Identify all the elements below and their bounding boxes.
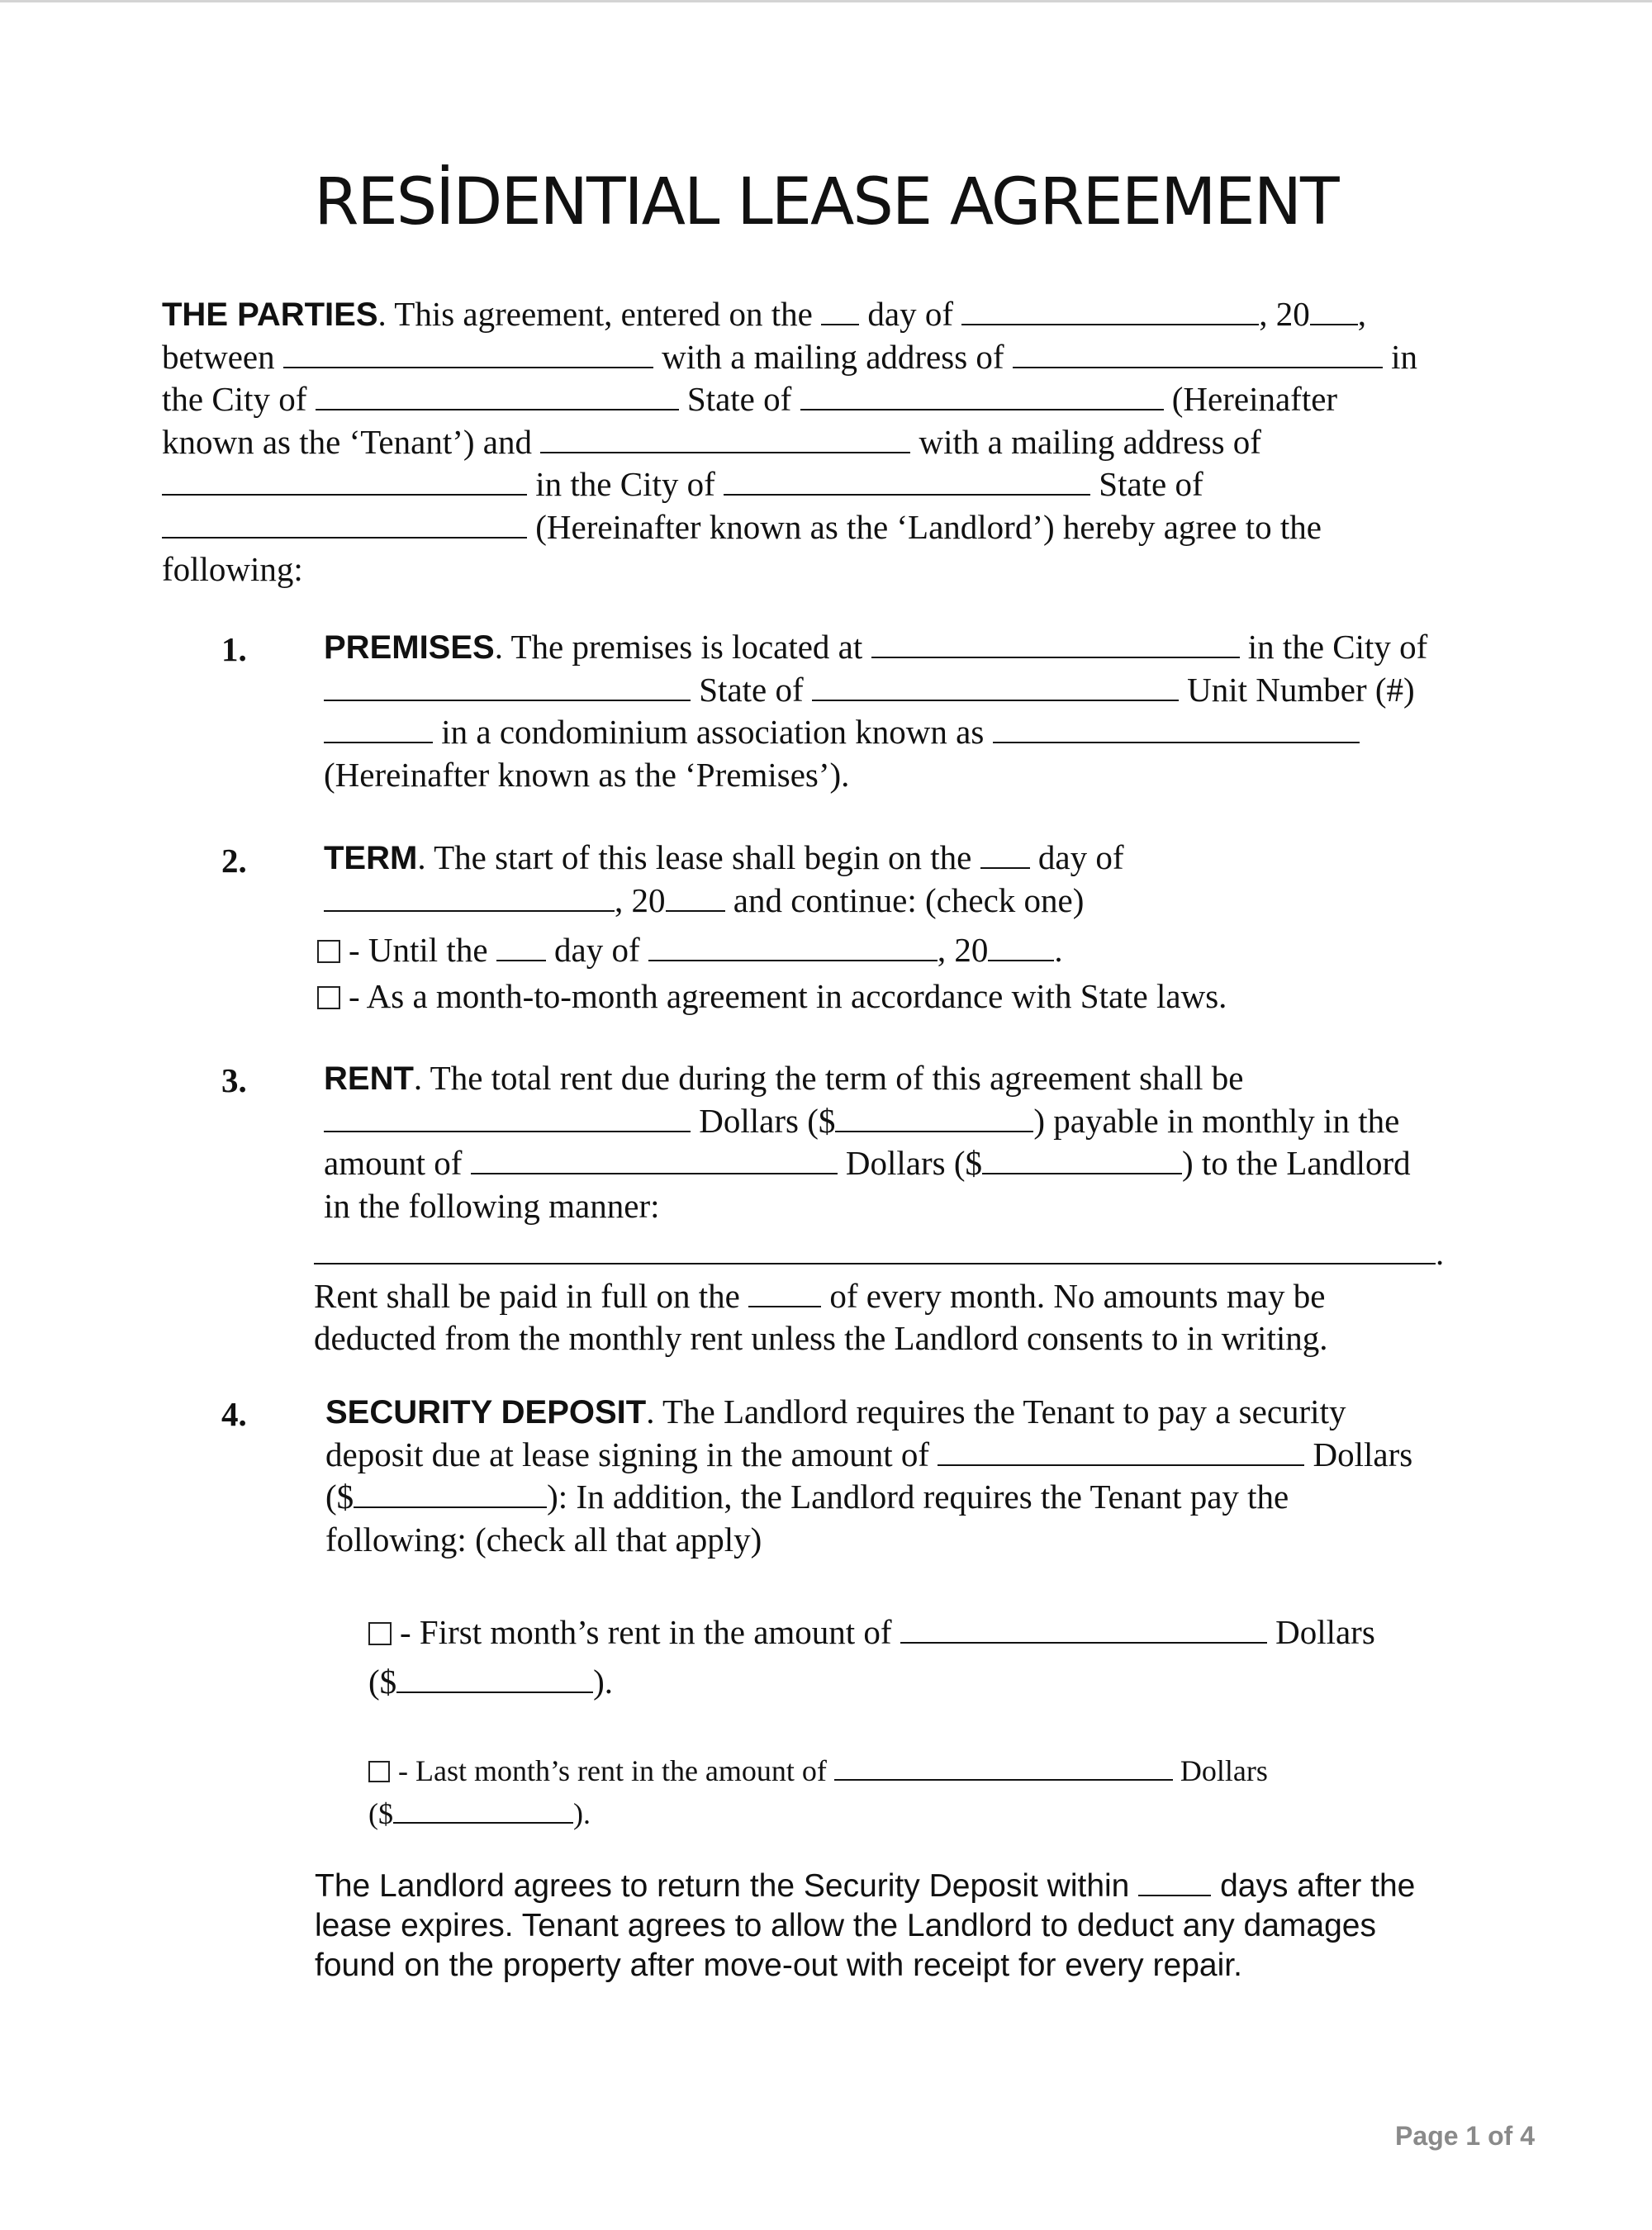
last-month-amount-field[interactable]	[393, 1797, 573, 1824]
rent-total-amount-field[interactable]	[835, 1103, 1033, 1132]
parties-section	[162, 293, 1500, 591]
premises-heading: PREMISES	[324, 629, 495, 666]
rent-line-6: Rent shall be paid in full on the of every month. No amounts may be	[314, 1276, 1326, 1315]
term-start-day-field[interactable]	[980, 839, 1030, 869]
tenant-name-field[interactable]	[283, 339, 653, 368]
security-line-3: ($ ): In addition, the Landlord requires the Tenant pay the	[325, 1478, 1289, 1516]
term-start-month-field[interactable]	[324, 882, 615, 912]
premises-section	[324, 626, 1497, 796]
premises-city-field[interactable]	[324, 671, 691, 701]
term-option-monthly: - As a month-to-month agreement in accordance with State laws.	[317, 973, 1507, 1019]
term-options	[317, 927, 1507, 1019]
term-end-day-field[interactable]	[496, 932, 546, 961]
landlord-name-field[interactable]	[540, 424, 910, 453]
rent-line-7: deducted from the monthly rent unless the Landlord consents to in writing.	[314, 1319, 1328, 1357]
last-month-option: - Last month’s rent in the amount of Dollars ($ ).	[368, 1754, 1268, 1830]
premises-state-field[interactable]	[812, 671, 1179, 701]
parties-year-field[interactable]	[1310, 296, 1358, 325]
rent-total-words-field[interactable]	[324, 1103, 691, 1132]
parties-line-3: the City of State of (Hereinafter	[162, 380, 1338, 418]
rent-section	[324, 1057, 1497, 1227]
deposit-words-field[interactable]	[938, 1436, 1304, 1466]
term-number: 2.	[221, 842, 247, 880]
landlord-state-field[interactable]	[162, 509, 527, 539]
security-heading: SECURITY DEPOSIT	[325, 1394, 647, 1431]
parties-line-4: known as the ‘Tenant’) and with a mailing address of	[162, 422, 1261, 461]
term-heading: TERM	[324, 840, 418, 876]
rent-number: 3.	[221, 1061, 247, 1099]
term-line-1: TERM. The start of this lease shall begin on the day of	[324, 838, 1124, 876]
parties-line-2: between with a mailing address of in	[162, 337, 1417, 376]
premises-address-field[interactable]	[871, 629, 1240, 658]
premises-line-3: in a condominium association known as	[324, 711, 1497, 754]
rent-manner-field[interactable]	[314, 1235, 1436, 1264]
first-month-option: - First month’s rent in the amount of Dollars ($ ).	[368, 1613, 1375, 1701]
rent-due-day-field[interactable]	[748, 1278, 821, 1307]
last-month-words-field[interactable]	[834, 1754, 1173, 1781]
deposit-return-paragraph: The Landlord agrees to return the Security Deposit within days after the lease expires. Tenant agrees to allow the Landlord to deduct any damages found on the property after move-out with receipt for every repair.	[315, 1868, 1416, 1983]
term-section	[324, 837, 1497, 922]
first-month-words-field[interactable]	[900, 1614, 1267, 1644]
parties-line-5: in the City of State of	[162, 463, 1500, 506]
rent-line-3: amount of Dollars ($ ) to the Landlord	[324, 1144, 1411, 1182]
security-line-2: deposit due at lease signing in the amount of Dollars	[325, 1435, 1413, 1473]
parties-heading: THE PARTIES	[162, 297, 378, 333]
security-section	[325, 1391, 1498, 1561]
rent-heading: RENT	[324, 1060, 414, 1097]
security-line-4: following: (check all that apply)	[325, 1520, 762, 1559]
premises-line-2: State of Unit Number (#)	[324, 669, 1497, 712]
parties-line-7: following:	[162, 550, 303, 588]
term-end-month-field[interactable]	[648, 932, 938, 961]
parties-day-field[interactable]	[821, 296, 859, 325]
premises-number: 1.	[221, 630, 247, 668]
parties-line-1: THE PARTIES. This agreement, entered on the day of , 20 ,	[162, 295, 1366, 333]
deposit-amount-field[interactable]	[354, 1478, 547, 1508]
security-line-1: SECURITY DEPOSIT. The Landlord requires the Tenant to pay a security	[325, 1393, 1346, 1431]
term-start-year-field[interactable]	[666, 882, 725, 912]
last-month-checkbox[interactable]	[368, 1761, 390, 1782]
premises-line-1: PREMISES. The premises is located at in the City of	[324, 628, 1428, 666]
parties-line-6: (Hereinafter known as the ‘Landlord’) hereby agree to the	[162, 506, 1500, 549]
rent-manner-section	[314, 1232, 1503, 1360]
rent-line-4: in the following manner:	[324, 1186, 660, 1225]
page-indicator: Page 1 of 4	[1395, 2121, 1535, 2151]
term-monthly-checkbox[interactable]	[317, 986, 340, 1009]
deposit-return-days-field[interactable]	[1138, 1868, 1211, 1896]
term-end-year-field[interactable]	[988, 932, 1054, 961]
rent-line-1: RENT. The total rent due during the term of this agreement shall be	[324, 1059, 1244, 1097]
first-month-amount-field[interactable]	[396, 1663, 593, 1693]
landlord-city-field[interactable]	[724, 466, 1090, 496]
landlord-address-field[interactable]	[162, 466, 527, 496]
rent-monthly-amount-field[interactable]	[982, 1145, 1182, 1174]
term-option-until: - Until the day of , 20 .	[317, 927, 1507, 973]
premises-association-field[interactable]	[993, 714, 1360, 743]
page-top-border	[0, 0, 1652, 2]
parties-month-field[interactable]	[961, 296, 1259, 325]
rent-monthly-words-field[interactable]	[471, 1145, 838, 1174]
term-until-checkbox[interactable]	[317, 940, 340, 963]
security-number: 4.	[221, 1395, 247, 1433]
document-title: RESİDENTIAL LEASE AGREEMENT	[314, 165, 1338, 240]
term-line-2: , 20 and continue: (check one)	[324, 880, 1497, 923]
rent-line-2: Dollars ($ ) payable in monthly in the	[324, 1100, 1497, 1143]
tenant-city-field[interactable]	[316, 381, 679, 410]
tenant-address-field[interactable]	[1013, 339, 1383, 368]
premises-unit-field[interactable]	[324, 714, 433, 743]
tenant-state-field[interactable]	[800, 381, 1164, 410]
rent-manner-line: .	[314, 1232, 1503, 1275]
first-month-checkbox[interactable]	[368, 1622, 392, 1645]
premises-line-4: (Hereinafter known as the ‘Premises’).	[324, 755, 850, 794]
